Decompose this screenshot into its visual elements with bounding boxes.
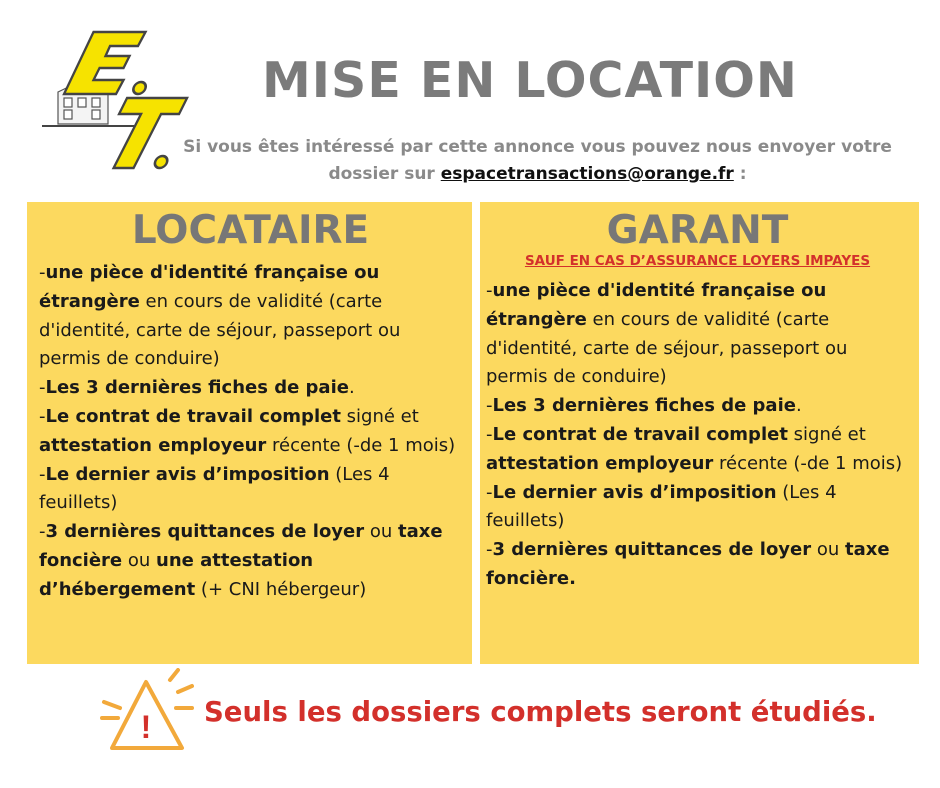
text: . [348, 377, 355, 399]
text: ou [122, 549, 157, 571]
svg-text:!: ! [140, 709, 152, 745]
text: (+ CNI hébergeur) [195, 578, 367, 600]
text: - [39, 377, 46, 399]
bold-text: une pièce d'identité française ou étrangère [39, 262, 380, 312]
bold-text: 3 dernières quittances de loyer [45, 521, 365, 543]
text: signé et [787, 423, 866, 445]
list-item [39, 259, 462, 374]
list-item [486, 421, 909, 479]
bold-text: taxe foncière [39, 521, 443, 571]
text: . [795, 395, 802, 417]
bold-text: taxe foncière. [486, 539, 890, 589]
garant-list [486, 277, 909, 594]
text: - [39, 262, 46, 283]
bold-text: 3 dernières quittances de loyer [492, 539, 812, 561]
text: - [39, 405, 46, 427]
text: - [39, 463, 46, 485]
list-item [39, 403, 462, 461]
list-item [486, 277, 909, 392]
text: (Les 4 feuillets) [486, 481, 837, 532]
list-item [39, 374, 462, 403]
bold-text: une attestation d’hébergement [39, 549, 314, 600]
bold-text: une pièce d'identité française ou étrangère [486, 280, 827, 330]
bold-text: Le dernier avis d’imposition [45, 463, 330, 485]
bold-text: Les 3 dernières fiches de paie [45, 377, 349, 399]
bold-text: Le dernier avis d’imposition [492, 481, 777, 503]
text: ou [811, 539, 846, 561]
text: (Les 4 feuillets) [39, 463, 390, 514]
list-item [39, 461, 462, 519]
intro-text [170, 134, 905, 188]
page-title: MISE EN LOCATION [262, 52, 798, 109]
footer-message: Seuls les dossiers complets seront étudiés. [204, 696, 877, 728]
email-link[interactable]: espacetransactions@orange.fr [440, 164, 734, 184]
locataire-panel [27, 202, 472, 664]
text: en cours de validité (carte d'identité, carte de séjour, passeport ou permis de conduire) [39, 290, 401, 370]
text: - [486, 423, 493, 445]
intro-after: : [733, 164, 747, 184]
garant-subtitle: SAUF EN CAS D’ASSURANCE LOYERS IMPAYES [524, 253, 871, 269]
text: - [39, 521, 46, 543]
text: récente (-de 1 mois) [266, 434, 456, 456]
bold-text: Le contrat de travail complet [492, 423, 788, 445]
bold-text: Les 3 dernières fiches de paie [492, 395, 796, 417]
list-item [486, 479, 909, 537]
text: ou [364, 521, 399, 543]
text: - [486, 539, 493, 561]
intro-before: Si vous êtes intéressé par cette annonce vous pouvez nous envoyer votre dossier sur [183, 137, 892, 184]
locataire-list [39, 259, 462, 605]
bold-text: attestation employeur [39, 434, 267, 456]
garant-panel [480, 202, 919, 664]
list-item [486, 392, 909, 421]
text: - [486, 395, 493, 417]
locataire-title: LOCATAIRE [131, 208, 370, 253]
text: récente (-de 1 mois) [713, 452, 903, 474]
bold-text: attestation employeur [486, 452, 714, 474]
warning-icon [98, 668, 194, 758]
text: - [486, 481, 493, 503]
text: - [486, 280, 493, 301]
list-item [39, 518, 462, 604]
garant-title: GARANT [606, 208, 789, 253]
list-item [486, 536, 909, 594]
text: signé et [340, 405, 419, 427]
text: en cours de validité (carte d'identité, carte de séjour, passeport ou permis de conduire) [486, 308, 848, 388]
bold-text: Le contrat de travail complet [45, 405, 341, 427]
